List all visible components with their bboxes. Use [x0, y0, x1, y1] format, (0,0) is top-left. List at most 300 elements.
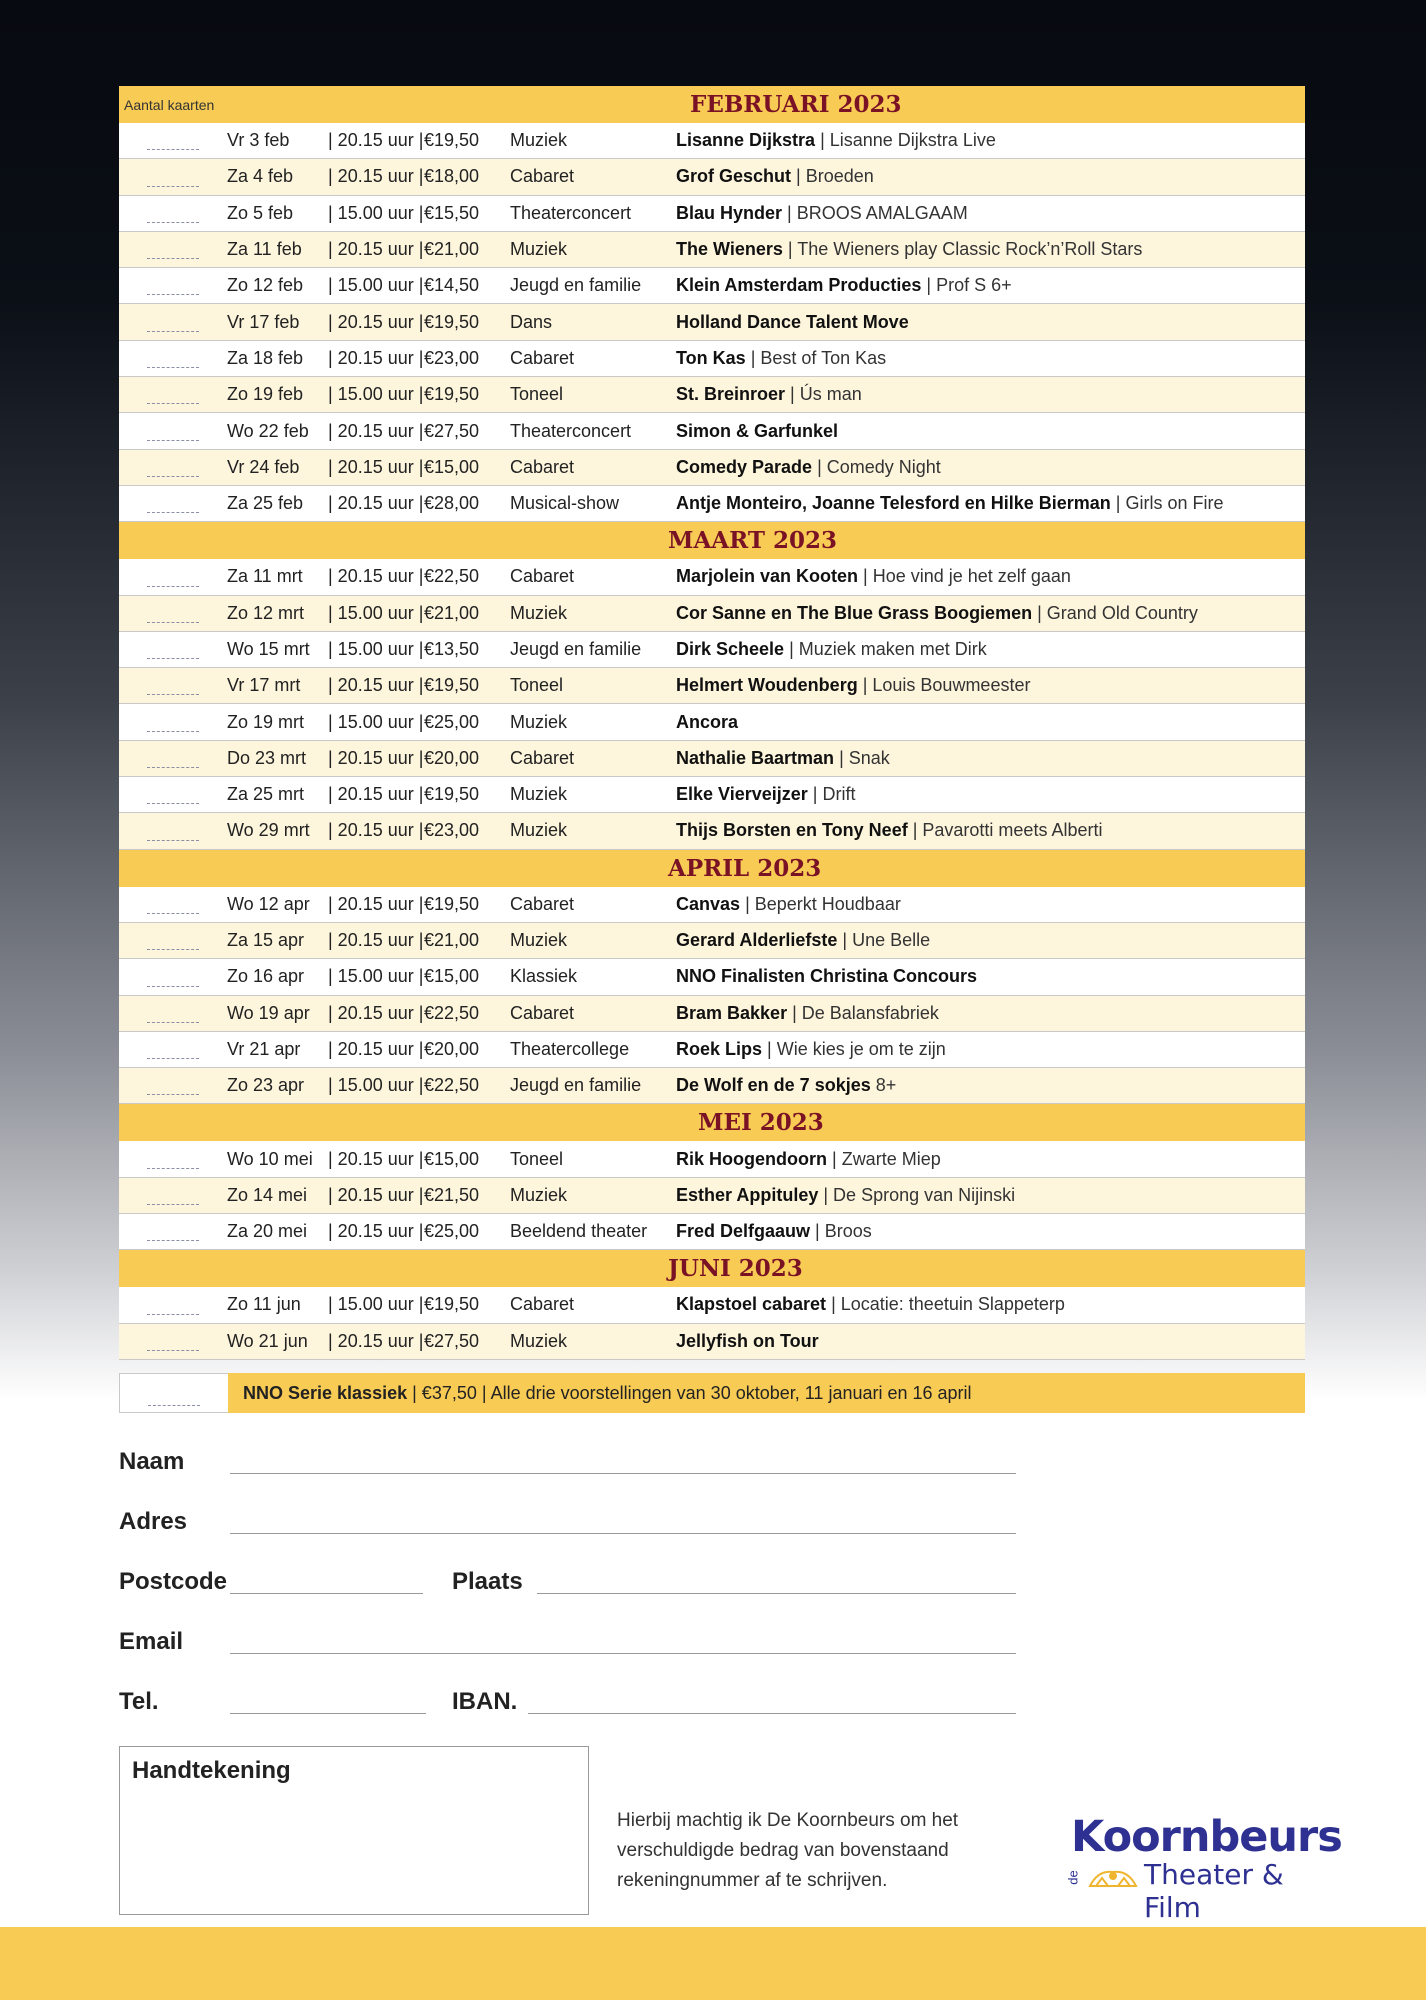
event-genre: Toneel: [510, 377, 676, 413]
event-row: [119, 704, 1305, 740]
mandate-text: Hierbij machtig ik De Koornbeurs om het verschuldigde bedrag van bovenstaand rekeningnummer af te schrijven.: [617, 1810, 959, 1891]
event-price: €21,00: [424, 595, 510, 631]
event-price: €19,50: [424, 304, 510, 340]
ticket-quantity-field[interactable]: [119, 995, 227, 1031]
ticket-quantity-field[interactable]: [119, 485, 227, 521]
quantity-column-header: Aantal kaarten: [119, 86, 227, 123]
event-price: €19,50: [424, 668, 510, 704]
event-price: €20,00: [424, 1031, 510, 1067]
event-price: €19,50: [424, 123, 510, 159]
event-price: €23,00: [424, 340, 510, 376]
event-date: Za 25 feb: [227, 485, 328, 521]
event-time: | 20.15 uur |: [328, 413, 424, 449]
event-genre: Cabaret: [510, 887, 676, 923]
schedule-table: [119, 86, 1305, 1360]
event-row: [119, 1323, 1305, 1359]
event-act: [676, 1214, 1305, 1250]
month-title: MAART 2023: [227, 522, 1305, 560]
event-act: [676, 1323, 1305, 1359]
ticket-quantity-field[interactable]: [119, 304, 227, 340]
email-label: Email: [119, 1628, 184, 1655]
event-time: | 20.15 uur |: [328, 887, 424, 923]
event-row: [119, 195, 1305, 231]
iban-label: IBAN.: [452, 1688, 518, 1715]
event-time: | 20.15 uur |: [328, 813, 424, 849]
event-genre: Muziek: [510, 813, 676, 849]
event-date: Zo 16 apr: [227, 959, 328, 995]
month-header: [119, 849, 1305, 887]
event-act: [676, 959, 1305, 995]
event-act: [676, 995, 1305, 1031]
event-artist: Elke Vierveijzer: [676, 784, 808, 805]
event-time: | 20.15 uur |: [328, 159, 424, 195]
event-time: | 20.15 uur |: [328, 740, 424, 776]
ticket-quantity-field[interactable]: [119, 1031, 227, 1067]
ticket-quantity-field[interactable]: [119, 740, 227, 776]
event-price: €28,00: [424, 485, 510, 521]
iban-field[interactable]: [528, 1713, 1016, 1714]
series-quantity-field[interactable]: [119, 1373, 229, 1413]
event-row: [119, 922, 1305, 958]
event-price: €15,50: [424, 195, 510, 231]
ticket-quantity-field[interactable]: [119, 1177, 227, 1213]
event-date: Zo 12 feb: [227, 268, 328, 304]
ticket-quantity-field[interactable]: [119, 777, 227, 813]
event-subtitle: | Beperkt Houdbaar: [745, 893, 901, 914]
event-genre: Muziek: [510, 231, 676, 267]
event-row: [119, 559, 1305, 595]
event-genre: Cabaret: [510, 559, 676, 595]
event-row: [119, 1141, 1305, 1177]
event-price: €19,50: [424, 887, 510, 923]
event-date: Wo 15 mrt: [227, 631, 328, 667]
event-genre: Cabaret: [510, 340, 676, 376]
event-price: €21,00: [424, 231, 510, 267]
event-act: [676, 304, 1305, 340]
event-price: €18,00: [424, 159, 510, 195]
event-date: Za 11 feb: [227, 231, 328, 267]
event-row: [119, 595, 1305, 631]
event-row: [119, 668, 1305, 704]
event-act: [676, 704, 1305, 740]
event-time: | 20.15 uur |: [328, 777, 424, 813]
event-genre: Jeugd en familie: [510, 268, 676, 304]
event-price: €25,00: [424, 1214, 510, 1250]
event-time: | 20.15 uur |: [328, 304, 424, 340]
event-price: €25,00: [424, 704, 510, 740]
ticket-quantity-field[interactable]: [119, 159, 227, 195]
event-genre: Cabaret: [510, 159, 676, 195]
event-artist: Gerard Alderliefste: [676, 930, 838, 951]
event-date: Zo 5 feb: [227, 195, 328, 231]
event-price: €15,00: [424, 959, 510, 995]
ticket-quantity-field[interactable]: [119, 1141, 227, 1177]
event-act: [676, 922, 1305, 958]
ticket-quantity-field[interactable]: [119, 268, 227, 304]
event-genre: Cabaret: [510, 995, 676, 1031]
event-date: Zo 12 mrt: [227, 595, 328, 631]
event-subtitle: | Snak: [839, 747, 890, 768]
event-act: [676, 668, 1305, 704]
event-genre: Cabaret: [510, 1287, 676, 1323]
naam-field[interactable]: [230, 1473, 1016, 1474]
event-artist: Rik Hoogendoorn: [676, 1148, 827, 1169]
event-price: €23,00: [424, 813, 510, 849]
event-row: [119, 631, 1305, 667]
ticket-quantity-field[interactable]: [119, 559, 227, 595]
series-description: Alle drie voorstellingen van 30 oktober, 11 januari en 16 april: [490, 1382, 972, 1403]
series-bar: [228, 1373, 1305, 1413]
event-artist: Dirk Scheele: [676, 639, 785, 659]
event-time: | 15.00 uur |: [328, 959, 424, 995]
event-date: Za 4 feb: [227, 159, 328, 195]
event-time: | 15.00 uur |: [328, 377, 424, 413]
event-time: | 20.15 uur |: [328, 485, 424, 521]
ticket-quantity-field[interactable]: [119, 1323, 227, 1359]
event-row: [119, 887, 1305, 923]
event-date: Vr 17 feb: [227, 304, 328, 340]
event-subtitle: | Broos: [815, 1221, 872, 1242]
event-date: Za 18 feb: [227, 340, 328, 376]
series-row: [119, 1373, 1305, 1413]
event-row: [119, 1031, 1305, 1067]
event-artist: Helmert Woudenberg: [676, 675, 858, 696]
event-act: [676, 159, 1305, 195]
event-subtitle: | De Balansfabriek: [792, 1002, 939, 1023]
event-price: €21,00: [424, 922, 510, 958]
month-title: JUNI 2023: [227, 1250, 1305, 1288]
event-subtitle: | Comedy Night: [817, 456, 941, 477]
event-genre: Dans: [510, 304, 676, 340]
event-genre: Jeugd en familie: [510, 1068, 676, 1104]
event-subtitle: | BROOS AMALGAAM: [787, 202, 968, 223]
event-time: | 20.15 uur |: [328, 668, 424, 704]
footer-bar: [0, 1927, 1426, 2000]
event-date: Za 25 mrt: [227, 777, 328, 813]
logo-emblem-icon: [1088, 1864, 1138, 1890]
event-genre: Theatercollege: [510, 1031, 676, 1067]
event-row: [119, 377, 1305, 413]
plaats-field[interactable]: [537, 1593, 1016, 1594]
event-artist: Jellyfish on Tour: [676, 1330, 819, 1351]
event-date: Zo 23 apr: [227, 1068, 328, 1104]
event-date: Za 20 mei: [227, 1214, 328, 1250]
event-price: €21,50: [424, 1177, 510, 1213]
month-header-spacer: [119, 1250, 227, 1288]
event-price: €22,50: [424, 559, 510, 595]
event-artist: Grof Geschut: [676, 166, 792, 187]
event-row: [119, 485, 1305, 521]
event-artist: Roek Lips: [676, 1038, 763, 1059]
event-time: | 20.15 uur |: [328, 1141, 424, 1177]
event-act: [676, 413, 1305, 449]
event-date: Zo 14 mei: [227, 1177, 328, 1213]
event-subtitle: | Wie kies je om te zijn: [767, 1038, 946, 1059]
event-artist: Bram Bakker: [676, 1002, 788, 1023]
tel-field[interactable]: [230, 1713, 426, 1714]
event-genre: Theaterconcert: [510, 195, 676, 231]
event-date: Do 23 mrt: [227, 740, 328, 776]
ticket-quantity-field[interactable]: [119, 922, 227, 958]
month-header: [119, 1104, 1305, 1142]
event-artist: Fred Delfgaauw: [676, 1221, 811, 1242]
event-price: €19,50: [424, 377, 510, 413]
ticket-quantity-field[interactable]: [119, 377, 227, 413]
event-date: Vr 21 apr: [227, 1031, 328, 1067]
event-row: [119, 340, 1305, 376]
event-subtitle: | Une Belle: [842, 930, 931, 951]
event-artist: Klapstoel cabaret: [676, 1294, 827, 1315]
event-act: [676, 340, 1305, 376]
month-title: MEI 2023: [227, 1104, 1305, 1142]
event-artist: Simon & Garfunkel: [676, 420, 839, 441]
event-act: [676, 777, 1305, 813]
event-genre: Klassiek: [510, 959, 676, 995]
event-act: [676, 1141, 1305, 1177]
month-header-spacer: [119, 522, 227, 560]
event-time: | 20.15 uur |: [328, 1323, 424, 1359]
ticket-quantity-field[interactable]: [119, 340, 227, 376]
event-act: [676, 1287, 1305, 1323]
ticket-quantity-field[interactable]: [119, 887, 227, 923]
event-artist: Comedy Parade: [676, 456, 813, 477]
postcode-label: Postcode: [119, 1568, 228, 1595]
ticket-quantity-field[interactable]: [119, 959, 227, 995]
event-act: [676, 1068, 1305, 1104]
event-date: Zo 19 feb: [227, 377, 328, 413]
schedule-sheet: [119, 86, 1305, 1413]
event-genre: Muziek: [510, 704, 676, 740]
event-act: [676, 740, 1305, 776]
ticket-quantity-field[interactable]: [119, 123, 227, 159]
event-subtitle: | Girls on Fire: [1115, 493, 1224, 514]
event-row: [119, 995, 1305, 1031]
event-price: €14,50: [424, 268, 510, 304]
event-artist: Blau Hynder: [676, 202, 783, 223]
event-row: [119, 777, 1305, 813]
event-genre: Toneel: [510, 668, 676, 704]
month-header: [119, 522, 1305, 560]
event-genre: Beeldend theater: [510, 1214, 676, 1250]
event-time: | 20.15 uur |: [328, 231, 424, 267]
event-act: [676, 1031, 1305, 1067]
adres-field[interactable]: [230, 1533, 1016, 1534]
event-act: [676, 887, 1305, 923]
event-artist: Lisanne Dijkstra: [676, 130, 816, 151]
event-genre: Musical-show: [510, 485, 676, 521]
event-genre: Muziek: [510, 595, 676, 631]
event-act: [676, 595, 1305, 631]
event-time: | 20.15 uur |: [328, 1177, 424, 1213]
event-genre: Toneel: [510, 1141, 676, 1177]
event-artist: Antje Monteiro, Joanne Telesford en Hilke Bierman: [676, 493, 1111, 514]
ticket-quantity-field[interactable]: [119, 1068, 227, 1104]
event-row: [119, 159, 1305, 195]
month-title: APRIL 2023: [227, 849, 1305, 887]
event-price: €15,00: [424, 449, 510, 485]
postcode-field[interactable]: [230, 1593, 423, 1594]
event-genre: Muziek: [510, 123, 676, 159]
series-price: | €37,50 |: [412, 1382, 487, 1403]
tel-label: Tel.: [119, 1688, 159, 1715]
event-row: [119, 1068, 1305, 1104]
event-date: Wo 19 apr: [227, 995, 328, 1031]
event-genre: Muziek: [510, 1177, 676, 1213]
event-time: | 20.15 uur |: [328, 1031, 424, 1067]
event-time: | 15.00 uur |: [328, 1068, 424, 1104]
ticket-quantity-field[interactable]: [119, 1287, 227, 1323]
event-row: [119, 123, 1305, 159]
event-time: | 20.15 uur |: [328, 1214, 424, 1250]
event-artist: Ton Kas: [676, 347, 746, 368]
event-date: Zo 11 jun: [227, 1287, 328, 1323]
event-subtitle: | Drift: [812, 784, 856, 805]
logo-prefix: de: [1065, 1870, 1081, 1885]
event-artist: NNO Finalisten Christina Concours: [676, 966, 978, 987]
koornbeurs-logo: [1065, 1812, 1342, 1924]
event-row: [119, 1177, 1305, 1213]
event-row: [119, 268, 1305, 304]
event-act: [676, 377, 1305, 413]
event-genre: Jeugd en familie: [510, 631, 676, 667]
logo-tagline: Theater & Film: [1144, 1858, 1284, 1924]
event-price: €22,50: [424, 1068, 510, 1104]
event-date: Vr 3 feb: [227, 123, 328, 159]
event-act: [676, 449, 1305, 485]
event-time: | 20.15 uur |: [328, 922, 424, 958]
event-artist: De Wolf en de 7 sokjes: [676, 1075, 871, 1096]
event-row: [119, 959, 1305, 995]
ticket-quantity-field[interactable]: [119, 449, 227, 485]
event-act: [676, 485, 1305, 521]
event-act: [676, 195, 1305, 231]
event-date: Wo 29 mrt: [227, 813, 328, 849]
event-act: [676, 268, 1305, 304]
event-time: | 20.15 uur |: [328, 449, 424, 485]
signature-box[interactable]: [119, 1746, 589, 1915]
event-time: | 15.00 uur |: [328, 595, 424, 631]
ticket-quantity-field[interactable]: [119, 195, 227, 231]
ticket-quantity-field[interactable]: [119, 668, 227, 704]
event-date: Wo 21 jun: [227, 1323, 328, 1359]
ticket-quantity-field[interactable]: [119, 595, 227, 631]
ticket-quantity-field[interactable]: [119, 813, 227, 849]
plaats-label: Plaats: [452, 1568, 523, 1595]
event-subtitle: | Louis Bouwmeester: [862, 675, 1031, 696]
event-row: [119, 1214, 1305, 1250]
event-date: Wo 12 apr: [227, 887, 328, 923]
event-artist: Thijs Borsten en Tony Neef: [676, 820, 908, 841]
event-subtitle: | The Wieners play Classic Rock’n’Roll Stars: [787, 239, 1143, 260]
event-genre: Cabaret: [510, 449, 676, 485]
event-act: [676, 123, 1305, 159]
event-date: Wo 10 mei: [227, 1141, 328, 1177]
event-subtitle: | Pavarotti meets Alberti: [912, 820, 1103, 841]
ticket-quantity-field[interactable]: [119, 231, 227, 267]
month-header: [119, 86, 1305, 123]
event-time: | 20.15 uur |: [328, 340, 424, 376]
event-price: €19,50: [424, 777, 510, 813]
event-artist: Marjolein van Kooten: [676, 566, 859, 587]
event-date: Vr 24 feb: [227, 449, 328, 485]
event-price: €27,50: [424, 1323, 510, 1359]
event-artist: Nathalie Baartman: [676, 747, 835, 768]
event-price: €22,50: [424, 995, 510, 1031]
event-price: €20,00: [424, 740, 510, 776]
event-date: Za 15 apr: [227, 922, 328, 958]
event-price: €19,50: [424, 1287, 510, 1323]
logo-name: Koornbeurs: [1071, 1812, 1342, 1862]
month-header-spacer: [119, 1104, 227, 1142]
event-subtitle: | Broeden: [796, 166, 874, 187]
event-subtitle: 8+: [875, 1075, 897, 1096]
event-genre: Muziek: [510, 922, 676, 958]
event-subtitle: | Muziek maken met Dirk: [789, 639, 987, 659]
event-artist: St. Breinroer: [676, 384, 786, 405]
ticket-quantity-field[interactable]: [119, 704, 227, 740]
event-time: | 15.00 uur |: [328, 1287, 424, 1323]
event-artist: Cor Sanne en The Blue Grass Boogiemen: [676, 602, 1033, 623]
naam-label: Naam: [119, 1448, 185, 1475]
event-row: [119, 449, 1305, 485]
event-date: Wo 22 feb: [227, 413, 328, 449]
event-row: [119, 231, 1305, 267]
signature-label: Handtekening: [132, 1757, 291, 1784]
email-field[interactable]: [230, 1653, 1016, 1654]
event-price: €27,50: [424, 413, 510, 449]
ticket-quantity-field[interactable]: [119, 631, 227, 667]
event-price: €15,00: [424, 1141, 510, 1177]
event-act: [676, 813, 1305, 849]
event-row: [119, 813, 1305, 849]
event-artist: Ancora: [676, 711, 739, 732]
event-subtitle: | Lisanne Dijkstra Live: [820, 130, 996, 151]
event-artist: Klein Amsterdam Producties: [676, 275, 922, 296]
event-price: €13,50: [424, 631, 510, 667]
event-subtitle: | Zwarte Miep: [832, 1148, 941, 1169]
event-genre: Muziek: [510, 1323, 676, 1359]
adres-label: Adres: [119, 1508, 188, 1535]
event-artist: Esther Appituley: [676, 1184, 819, 1205]
series-title: NNO Serie klassiek: [243, 1382, 408, 1403]
event-time: | 15.00 uur |: [328, 631, 424, 667]
event-time: | 15.00 uur |: [328, 268, 424, 304]
event-time: | 15.00 uur |: [328, 704, 424, 740]
event-subtitle: | De Sprong van Nijinski: [823, 1184, 1016, 1205]
ticket-quantity-field[interactable]: [119, 1214, 227, 1250]
month-header-spacer: [119, 849, 227, 887]
event-time: | 20.15 uur |: [328, 123, 424, 159]
event-subtitle: | Grand Old Country: [1037, 602, 1198, 623]
event-date: Zo 19 mrt: [227, 704, 328, 740]
event-time: | 20.15 uur |: [328, 995, 424, 1031]
event-subtitle: | Locatie: theetuin Slappeterp: [831, 1294, 1065, 1315]
event-artist: Canvas: [676, 893, 741, 914]
event-subtitle: | Ús man: [790, 384, 862, 405]
event-row: [119, 413, 1305, 449]
event-date: Vr 17 mrt: [227, 668, 328, 704]
event-date: Za 11 mrt: [227, 559, 328, 595]
event-row: [119, 740, 1305, 776]
ticket-quantity-field[interactable]: [119, 413, 227, 449]
event-subtitle: | Best of Ton Kas: [750, 347, 887, 368]
event-row: [119, 304, 1305, 340]
event-artist: The Wieners: [676, 239, 783, 260]
event-act: [676, 231, 1305, 267]
event-subtitle: | Hoe vind je het zelf gaan: [863, 566, 1071, 587]
event-time: | 15.00 uur |: [328, 195, 424, 231]
event-genre: Theaterconcert: [510, 413, 676, 449]
